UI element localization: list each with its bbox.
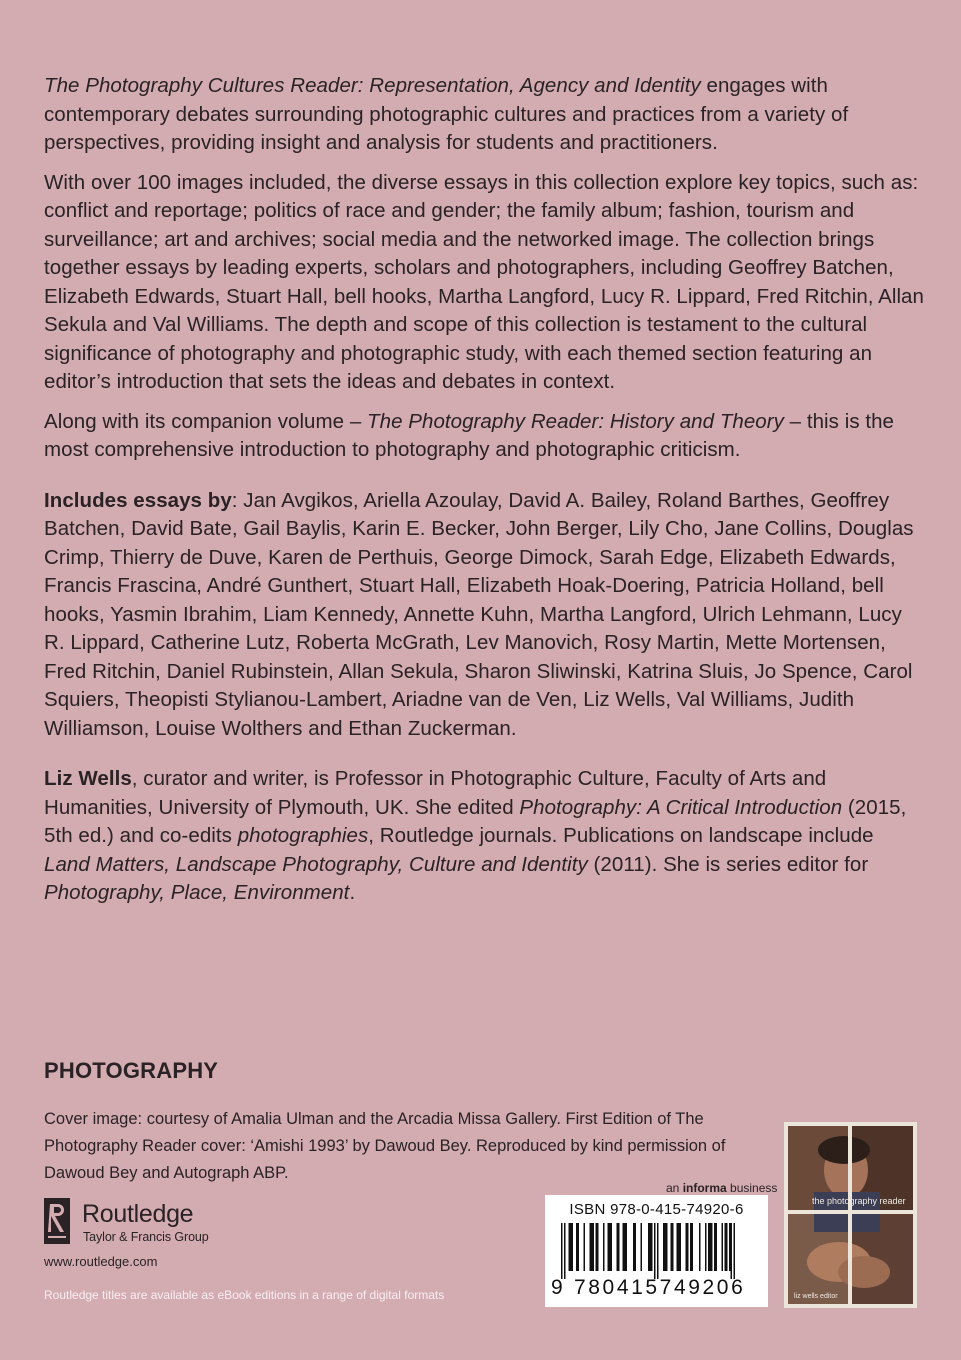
publisher-url[interactable]: www.routledge.com [44, 1254, 158, 1269]
barcode-bar [705, 1223, 707, 1271]
thumbnail-title: the photography reader [812, 1196, 906, 1206]
blurb-paragraph-3: Along with its companion volume – The Photography Reader: History and Theory – this is the most comprehensive introduction to photography and photographic criticism. [44, 409, 895, 461]
isbn-number: ISBN 978-0-415-74920-6 [569, 1201, 744, 1218]
barcode-bar [561, 1223, 563, 1279]
barcode-bar [677, 1223, 682, 1271]
blurb-text-1: engages with contemporary debates surrounding photographic cultures and practices from a variety of perspectives, providing insight and analysis for students and practitioners. [44, 74, 849, 154]
barcode-bar [596, 1223, 599, 1271]
barcode-bars [561, 1223, 753, 1279]
barcode-bar [590, 1223, 595, 1271]
barcode-bar [576, 1223, 579, 1271]
barcode-bar [657, 1223, 659, 1279]
blurb-paragraph-2: With over 100 images included, the diverse essays in this collection explore key topics, such as: conflict and reportage; politics of race and gender; the family album; fashion, tourism and surveillance; art and archives; social media and the networked image. The collection brings together essays by leading experts, scholars and photographers, including Geoffrey Batchen, Elizabeth Edwards, Stuart Hall, bell hooks, Martha Langford, Lucy R. Lippard, Fred Ritchin, Allan Sekula and Val Williams. The depth and scope of this collection is testament to the cultural significance of photography and photographic study, with each themed section featuring an editor’s introduction that sets the ideas and debates in context. [44, 170, 924, 393]
contributors-paragraph [44, 487, 924, 744]
routledge-r-icon [44, 1198, 70, 1244]
blurb-paragraph-1 [44, 72, 924, 158]
barcode-bar [641, 1223, 643, 1271]
barcode-bar [729, 1223, 731, 1271]
barcode-bar [603, 1223, 605, 1271]
barcode-bar [725, 1223, 728, 1271]
barcode-bar [686, 1223, 689, 1271]
ebook-note: Routledge titles are available as eBook editions in a range of digital formats [44, 1288, 445, 1302]
first-edition-cover-thumbnail [784, 1122, 917, 1308]
barcode-bar [731, 1223, 733, 1279]
barcode-bar [690, 1223, 693, 1271]
isbn-barcode: ISBN 978-0-415-74920-6 9 780415749206 [545, 1195, 768, 1307]
book-title: The Photography Cultures Reader: Representation, Agency and Identity [44, 74, 701, 97]
barcode-bar [584, 1223, 586, 1271]
barcode-bar [734, 1223, 736, 1279]
contributors-label: Includes essays by [44, 488, 232, 512]
back-cover-text [44, 72, 924, 919]
editor-name: Liz Wells [44, 767, 132, 790]
barcode-bar [722, 1223, 724, 1271]
informa-tagline: an informa business [666, 1181, 778, 1195]
barcode-bar [633, 1223, 636, 1271]
barcode-bar [623, 1223, 628, 1271]
companion-title: The Photography Reader: History and Theory [367, 409, 784, 433]
portrait-image [784, 1122, 917, 1308]
barcode-bar [654, 1223, 656, 1279]
editor-bio: Liz Wells, curator and writer, is Professor in Photographic Culture, Faculty of Arts and Humanities, University of Plymouth, UK. She edited Photography: A Critical Introduction (2015, 5th ed.) and co-edits photographies, Routledge journals. Publications on landscape include Land Matters, Landscape Photography, Culture and Identity (2011). She is series editor for Photography, Place, Environment. [44, 767, 907, 904]
barcode-bar [608, 1223, 613, 1271]
thumbnail-author: liz wells editor [794, 1293, 838, 1300]
publisher-name: Routledge [82, 1200, 194, 1228]
cover-credit: Cover image: courtesy of Amalia Ulman and the Arcadia Missa Gallery. First Edition of The Photography Reader cover: ‘Amishi 1993’ by Dawoud Bey. Reproduced by kind permission of Dawoud Bey and Autograph ABP. [44, 1110, 726, 1182]
barcode-bar [564, 1223, 566, 1279]
barcode-bar [663, 1223, 668, 1271]
barcode-bar [671, 1223, 674, 1271]
barcode-bar [617, 1223, 620, 1271]
barcode-bar [648, 1223, 653, 1271]
barcode-bar [714, 1223, 717, 1271]
barcode-bar [569, 1223, 574, 1271]
routledge-logo [44, 1198, 244, 1248]
barcode-bar [708, 1223, 713, 1271]
barcode-bar [699, 1223, 701, 1271]
publisher-group: Taylor & Francis Group [83, 1230, 209, 1244]
subject-category: PHOTOGRAPHY [44, 1058, 219, 1083]
contributors-list: : Jan Avgikos, Ariella Azoulay, David A. Bailey, Roland Barthes, Geoffrey Batchen, David Bate, Gail Baylis, Karin E. Becker, John Berger, Lily Cho, Jane Collins, Douglas Crimp, Thierry de Duve, Karen de Perthuis, George Dimock, Sarah Edge, Elizabeth Edwards, Francis Frascina, André Gunthert, Stuart Hall, Elizabeth Hoak-Doering, Patricia Holland, bell hooks, Yasmin Ibrahim, Liam Kennedy, Annette Kuhn, Martha Langford, Ulrich Lehmann, Lucy R. Lippard, Catherine Lutz, Roberta McGrath, Lev Manovich, Rosy Martin, Mette Mortensen, Fred Ritchin, Daniel Rubinstein, Allan Sekula, Sharon Sliwinski, Katrina Sluis, Jo Spence, Carol Squiers, Theopisti Stylianou-Lambert, Ariadne van de Ven, Liz Wells, Val Williams, Judith Williamson, Louise Wolthers and Ethan Zuckerman. [44, 488, 914, 740]
